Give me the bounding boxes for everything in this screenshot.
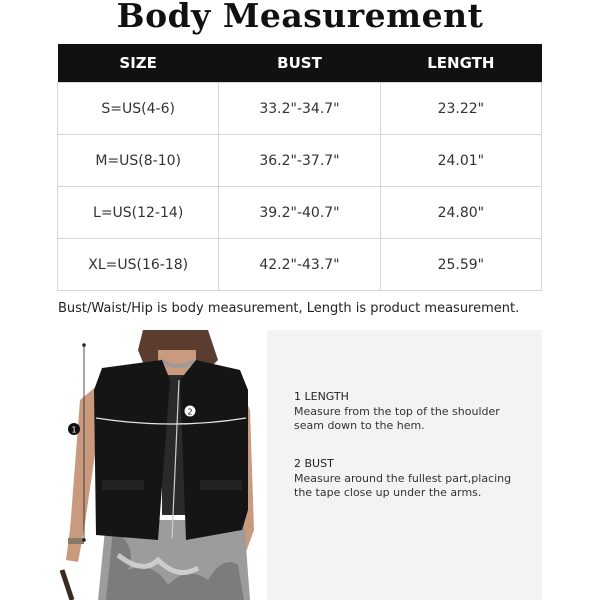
instruction-length <box>294 390 534 433</box>
header-length: LENGTH <box>380 44 541 83</box>
left-pocket-flap <box>102 480 144 490</box>
length-line-top-dot <box>82 343 86 347</box>
bust-marker-label: 2 <box>187 407 193 417</box>
cell-bust: 39.2"-40.7" <box>219 187 380 239</box>
cell-bust: 36.2"-37.7" <box>219 135 380 187</box>
cell-length: 25.59" <box>380 239 541 291</box>
cell-length: 24.80" <box>380 187 541 239</box>
length-line-bottom-dot <box>82 538 86 542</box>
instruction-heading: 1 LENGTH <box>294 390 349 403</box>
length-marker-label: 1 <box>71 425 77 435</box>
measurement-note: Bust/Waist/Hip is body measurement, Length is product measurement. <box>58 301 520 316</box>
instruction-text-line: Measure around the fullest part,placing <box>294 472 512 485</box>
size-chart-table <box>57 44 542 291</box>
vest-right-panel <box>180 360 248 540</box>
table-row <box>58 83 542 135</box>
cell-size: S=US(4-6) <box>58 83 219 135</box>
cell-size: XL=US(16-18) <box>58 239 219 291</box>
table-header-row <box>58 44 542 83</box>
cell-length: 23.22" <box>380 83 541 135</box>
cell-size: M=US(8-10) <box>58 135 219 187</box>
vest-illustration <box>58 330 258 600</box>
instruction-bust <box>294 457 534 500</box>
vest-left-panel <box>94 360 170 540</box>
table-row <box>58 187 542 239</box>
cell-bust: 42.2"-43.7" <box>219 239 380 291</box>
header-size: SIZE <box>58 44 219 83</box>
header-bust: BUST <box>219 44 380 83</box>
bag-strap <box>62 570 72 600</box>
model-photo <box>58 330 258 600</box>
right-pocket-flap <box>200 480 242 490</box>
table-row <box>58 239 542 291</box>
instruction-text-line: seam down to the hem. <box>294 419 425 432</box>
instruction-text-line: the tape close up under the arms. <box>294 486 482 499</box>
instruction-text-line: Measure from the top of the shoulder <box>294 405 500 418</box>
cell-size: L=US(12-14) <box>58 187 219 239</box>
cell-bust: 33.2"-34.7" <box>219 83 380 135</box>
instruction-heading: 2 BUST <box>294 457 334 470</box>
table-row <box>58 135 542 187</box>
page-title: Body Measurement <box>116 0 484 35</box>
cell-length: 24.01" <box>380 135 541 187</box>
bracelet <box>68 538 84 544</box>
